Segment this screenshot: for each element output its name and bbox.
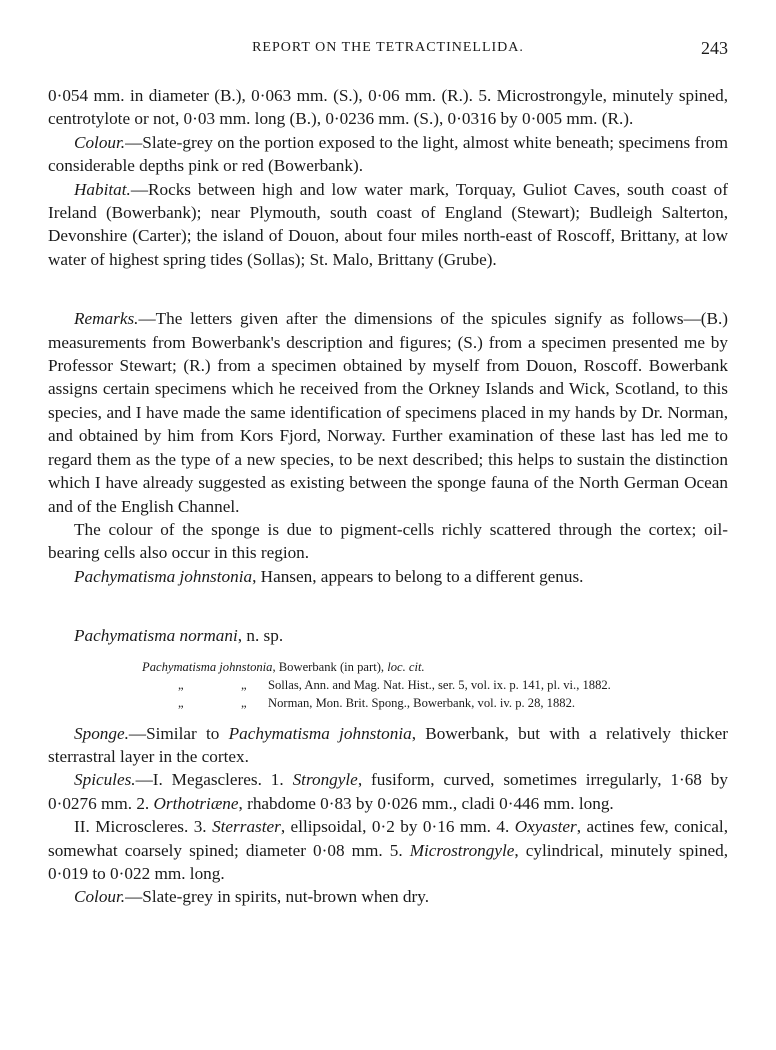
microscleres-text-4: , cylindrical, minutely spined, 0·019 to 0·022 mm. long.: [48, 840, 728, 883]
synonymy-species-name: Pachymatisma johnstonia: [142, 659, 273, 674]
ditto-mark: „: [241, 695, 247, 710]
synonymy-text: Sollas, Ann. and Mag. Nat. Hist., ser. 5, vol. ix. p. 141, pl. vi., 1882.: [268, 677, 611, 692]
synonymy-entry: [142, 694, 728, 712]
colour-dry-paragraph: [48, 885, 728, 908]
remarks-label: Remarks.: [74, 309, 139, 329]
sponge-text-b: , Bowerbank, but with a relatively thicker sterrastral layer in the cortex.: [48, 723, 728, 766]
microscleres-text-1: II. Microscleres. 3.: [74, 817, 213, 837]
new-species-suffix: , n. sp.: [237, 626, 284, 646]
ditto-marks: [142, 676, 268, 694]
colour-label: Colour.: [74, 132, 126, 152]
habitat-label: Habitat.: [74, 179, 131, 199]
colour-dry-text: —Slate-grey in spirits, nut-brown when dry.: [125, 887, 430, 907]
page-header: [48, 40, 728, 64]
spicules-label: Spicules.: [74, 770, 136, 790]
microstrongyle-term: Microstrongyle: [409, 840, 515, 860]
spicules-text-3: , rhabdome 0·83 by 0·026 mm., cladi 0·446 mm. long.: [238, 793, 614, 813]
colour-text: —Slate-grey on the portion exposed to the light, almost white beneath; specimens from considerable depths pink or red (Bowerbank).: [48, 132, 728, 176]
synonymy-entry: [142, 676, 728, 694]
page-body: [48, 84, 728, 909]
synonymy-citation: loc. cit.: [387, 659, 425, 674]
synonymy-list: [142, 658, 728, 712]
spicules-paragraph: [48, 768, 728, 815]
sponge-paragraph: [48, 722, 728, 769]
strongyle-term: Strongyle: [292, 770, 358, 790]
ditto-marks: [142, 694, 268, 712]
sterraster-term: Sterraster: [212, 817, 281, 837]
synonymy-author: , Bowerbank (in part),: [272, 659, 388, 674]
spicules-text-2: , fusiform, curved, sometimes irregularly, 1·68 by 0·0276 mm. 2.: [48, 770, 728, 813]
microscleres-text-3: , actines few, conical, somewhat coarsely spined; diameter 0·08 mm. 5.: [48, 817, 728, 860]
ditto-mark: „: [178, 695, 184, 710]
microscleres-text-2: , ellipsoidal, 0·2 by 0·16 mm. 4.: [280, 817, 515, 837]
new-species-name: Pachymatisma normani: [74, 626, 238, 646]
hansen-species-name: Pachymatisma johnstonia: [74, 566, 253, 586]
colour-paragraph: [48, 131, 728, 178]
colour-dry-label: Colour.: [74, 887, 126, 907]
oxyaster-term: Oxyaster: [514, 817, 577, 837]
page-number: 243: [701, 38, 728, 58]
pigment-text: The colour of the sponge is due to pigment-cells richly scattered through the cortex; oil-bearing cells also occur in this region.: [48, 519, 728, 563]
synonymy-text: [142, 658, 728, 676]
new-species-heading: [48, 624, 728, 647]
running-head: REPORT ON THE TETRACTINELLIDA.: [252, 40, 524, 55]
section-gap: [48, 271, 728, 307]
habitat-paragraph: [48, 178, 728, 272]
orthotriaene-term: Orthotriæne: [153, 793, 239, 813]
sponge-species-name: Pachymatisma johnstonia: [228, 723, 412, 743]
microscleres-paragraph: [48, 815, 728, 885]
synonymy-text: Norman, Mon. Brit. Spong., Bowerbank, vol. iv. p. 28, 1882.: [268, 695, 576, 710]
hansen-text: , Hansen, appears to belong to a different genus.: [252, 566, 584, 586]
remarks-text: —The letters given after the dimensions of the spicules signify as follows—(B.) measurements from Bowerbank's description and figures; (S.) from a specimen presented me by Professor Stewart; (R.) from a specimen obtained by myself from Douon, Roscoff. Bowerbank assigns certain specimens which he received from the Orkney Islands and Wick, Scotland, to this species, and I have made the same identification of specimens placed in my hands by Dr. Norman, and obtained by him from Kors Fjord, Norway. Further examination of these last has led me to regard them as the type of a new species, to be next described; this helps to sustain the distinction which I have already suggested as existing between the sponge fauna of the North German Ocean and of the English Channel.: [48, 309, 728, 516]
sponge-label: Sponge.: [74, 723, 129, 743]
sponge-text-a: —Similar to: [128, 723, 229, 743]
hansen-paragraph: [48, 565, 728, 588]
synonymy-entry: [142, 658, 728, 676]
ditto-mark: „: [241, 677, 247, 692]
spicules-continued-paragraph: [48, 84, 728, 131]
habitat-text: —Rocks between high and low water mark, Torquay, Guliot Caves, south coast of Ireland (Bowerbank); near Plymouth, south coast of England (Stewart); Budleigh Salterton, Devonshire (Carter); the island of Douon, about four miles north-east of Roscoff, Brittany, at low water of highest spring tides (Sollas); St. Malo, Brittany (Grube).: [48, 179, 728, 269]
pigment-paragraph: [48, 518, 728, 565]
spicules-text-1: —I. Megascleres. 1.: [135, 770, 293, 790]
section-gap: [48, 588, 728, 624]
ditto-mark: „: [178, 677, 184, 692]
remarks-paragraph: [48, 307, 728, 518]
spicules-continued-text: 0·054 mm. in diameter (B.), 0·063 mm. (S.), 0·06 mm. (R.). 5. Microstrongyle, minutely spined, centrotylote or not, 0·03 mm. long (B.), 0·0236 mm. (S.), 0·0316 by 0·005 mm. (R.).: [48, 86, 728, 129]
